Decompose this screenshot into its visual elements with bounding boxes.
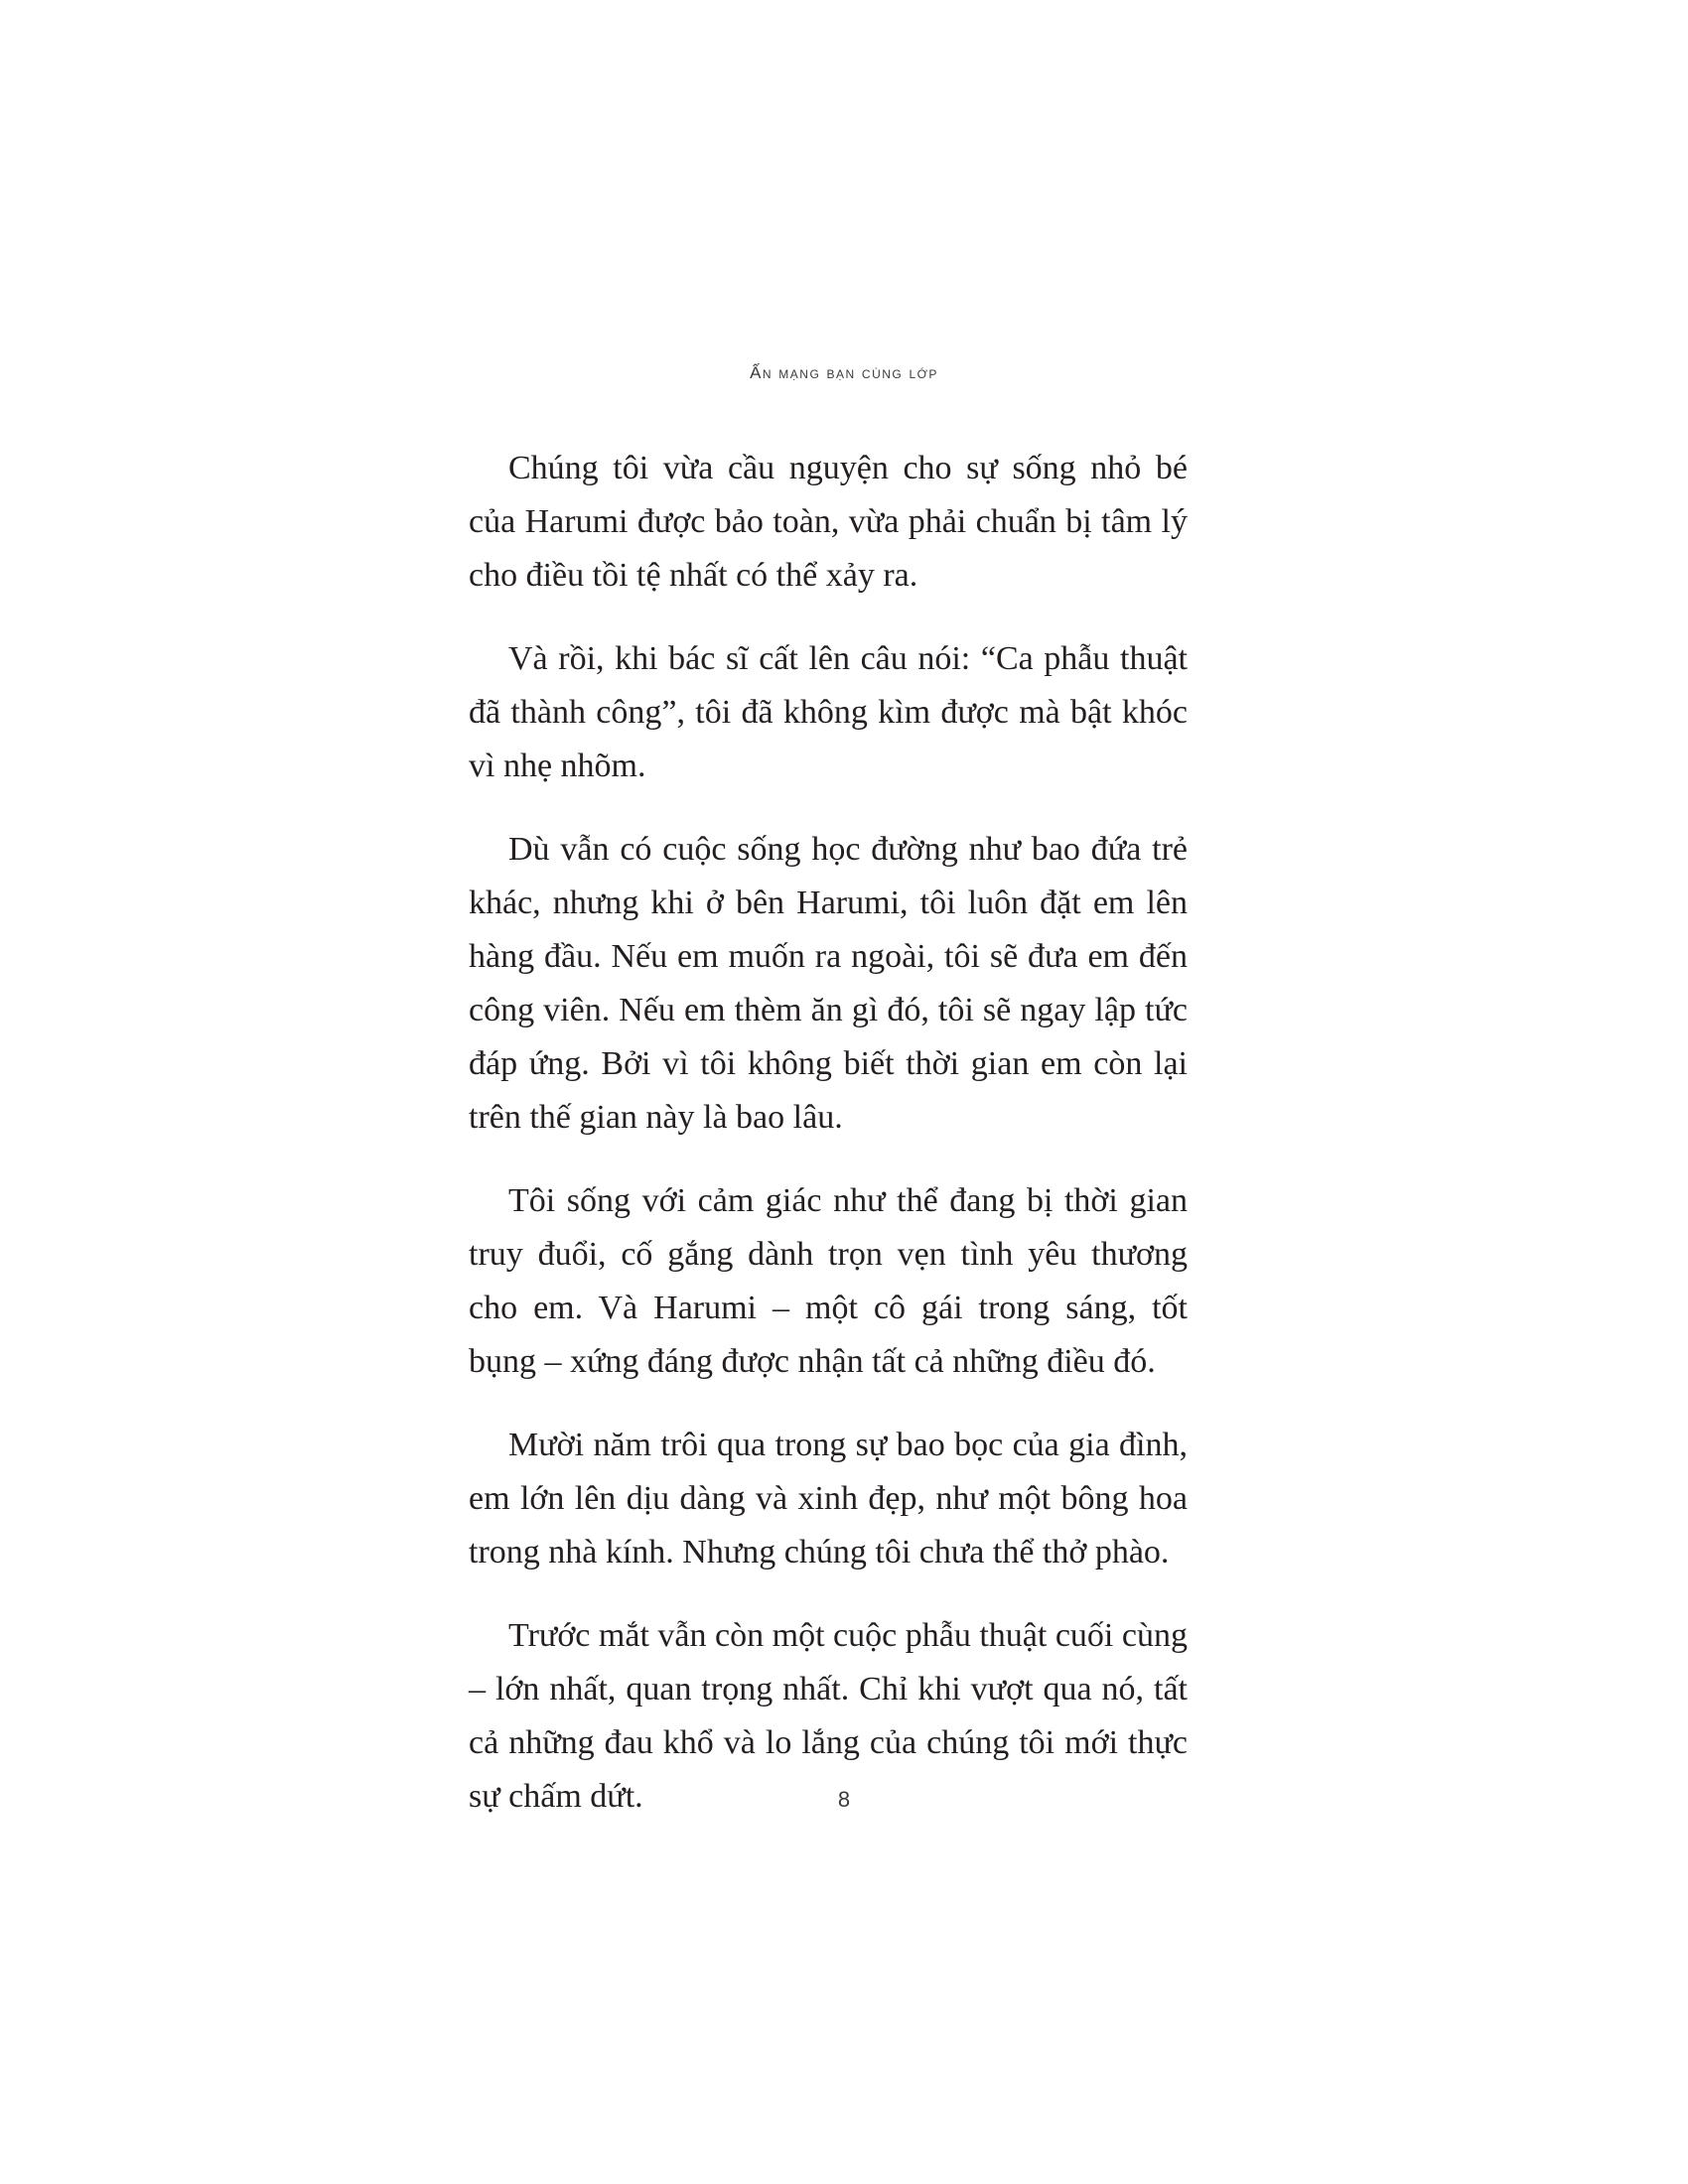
paragraph: Dù vẫn có cuộc sống học đường như bao đứa trẻ khác, nhưng khi ở bên Harumi, tôi luôn đặt em lên hàng đầu. Nếu em muốn ra ngoài, tôi sẽ đưa em đến công viên. Nếu em thèm ăn gì đó, tôi sẽ ngay lập tức đáp ứng. Bởi vì tôi không biết thời gian em còn lại trên thế gian này là bao lâu. [469, 831, 1188, 1136]
page-number: 8 [837, 1787, 851, 1812]
paragraph: Và rồi, khi bác sĩ cất lên câu nói: “Ca phẫu thuật đã thành công”, tôi đã không kìm được mà bật khóc vì nhẹ nhõm. [469, 640, 1188, 784]
paragraph: Tôi sống với cảm giác như thể đang bị thời gian truy đuổi, cố gắng dành trọn vẹn tình yêu thương cho em. Và Harumi – một cô gái trong sáng, tốt bụng – xứng đáng được nhận tất cả những điều đó. [469, 1182, 1188, 1380]
body-text [469, 442, 1188, 1853]
paragraph: Trước mắt vẫn còn một cuộc phẫu thuật cuối cùng – lớn nhất, quan trọng nhất. Chỉ khi vượt qua nó, tất cả những đau khổ và lo lắng của chúng tôi mới thực sự chấm dứt. [469, 1617, 1188, 1815]
paragraph: Mười năm trôi qua trong sự bao bọc của gia đình, em lớn lên dịu dàng và xinh đẹp, như một bông hoa trong nhà kính. Nhưng chúng tôi chưa thể thở phào. [469, 1427, 1188, 1570]
paragraph: Chúng tôi vừa cầu nguyện cho sự sống nhỏ bé của Harumi được bảo toàn, vừa phải chuẩn bị tâm lý cho điều tồi tệ nhất có thể xảy ra. [469, 450, 1188, 594]
running-header: Ấn mạng bạn cùng lớp [750, 363, 938, 382]
